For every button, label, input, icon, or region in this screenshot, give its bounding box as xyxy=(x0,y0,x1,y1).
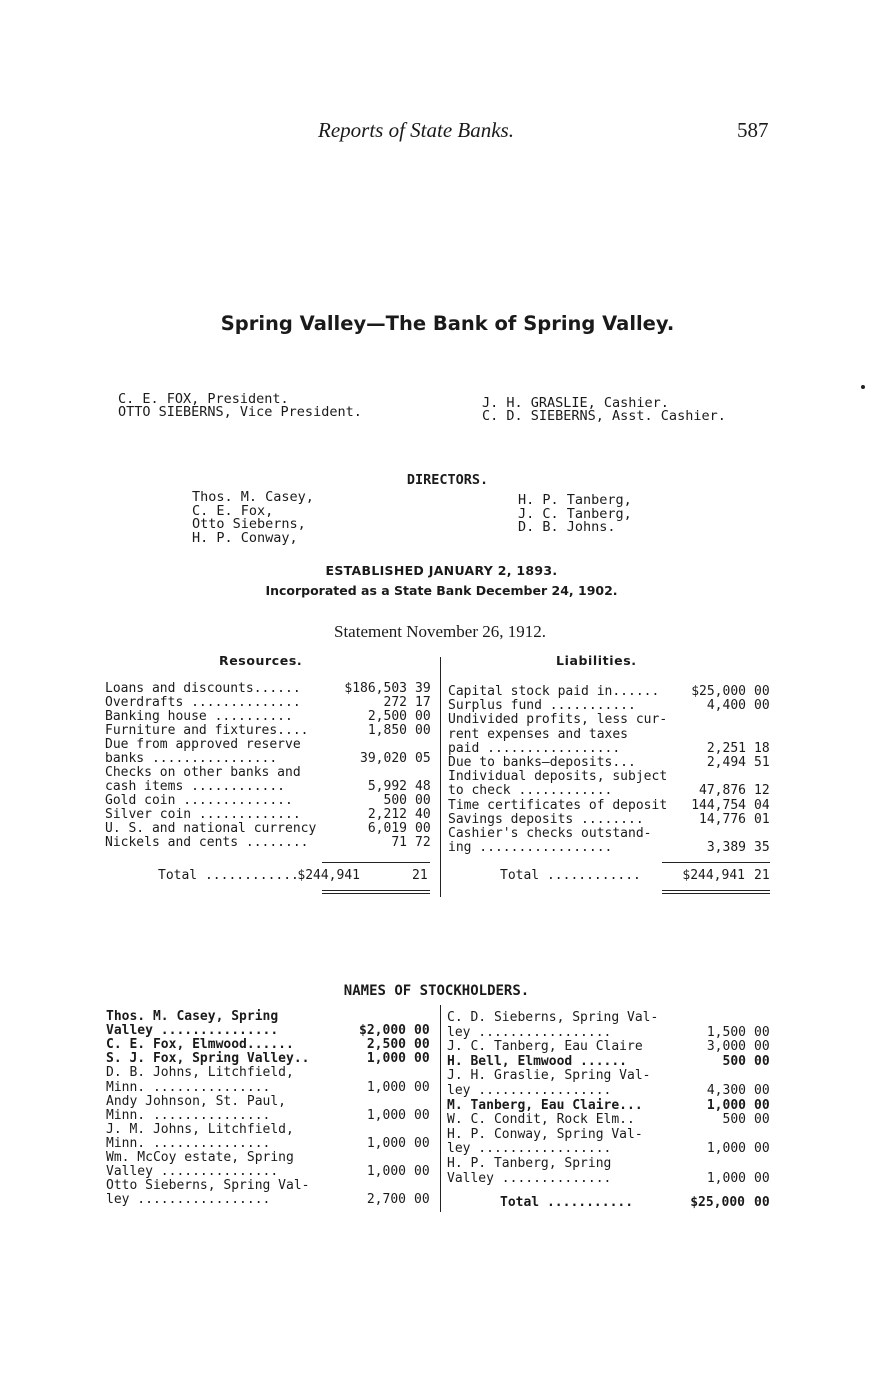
row-cents: 00 xyxy=(754,1170,770,1186)
director: H. P. Conway, xyxy=(192,529,298,546)
row-dollars: 144,754 xyxy=(691,797,746,813)
row-cents: 00 xyxy=(754,1097,770,1113)
directors-left xyxy=(192,491,314,545)
established-line: ESTABLISHED JANUARY 2, 1893. xyxy=(325,563,558,578)
stockholder-row xyxy=(447,1142,777,1156)
stockholder-row xyxy=(447,1084,777,1098)
resources-row xyxy=(105,780,435,794)
stockholder-row xyxy=(447,1157,777,1171)
total-cents: 21 xyxy=(754,868,770,883)
row-label: Minn. ............... xyxy=(106,1107,271,1123)
stockholder-row xyxy=(447,1040,777,1054)
director: H. P. Tanberg, xyxy=(518,492,632,508)
row-label: to check ............ xyxy=(448,783,613,799)
row-dollars: 71 xyxy=(391,835,407,850)
running-head-title: Reports of State Banks. xyxy=(318,118,514,142)
liabilities-row xyxy=(448,713,778,727)
row-label: Silver coin ............. xyxy=(105,807,301,822)
row-label: Minn. ............... xyxy=(106,1079,271,1095)
resources-row xyxy=(105,724,435,738)
stockholder-row xyxy=(106,1179,436,1193)
row-cents: 00 xyxy=(414,1023,430,1039)
stockholder-row xyxy=(447,1099,777,1113)
row-label: Due from approved reserve xyxy=(105,737,301,752)
officer-vice-president: OTTO SIEBERNS, Vice President. xyxy=(118,404,362,420)
row-cents: 00 xyxy=(414,1192,430,1208)
row-dollars: 4,300 xyxy=(706,1083,746,1098)
row-dollars: 1,000 xyxy=(366,1079,406,1095)
row-cents: 00 xyxy=(414,1135,430,1151)
row-cents: 00 xyxy=(754,1039,770,1055)
row-cents: 40 xyxy=(415,807,431,822)
row-cents: 00 xyxy=(414,1051,430,1067)
resources-total-double-rule xyxy=(322,893,430,894)
stockholder-row xyxy=(106,1151,436,1165)
liabilities-row xyxy=(448,799,778,813)
bank-title: Spring Valley—The Bank of Spring Valley. xyxy=(220,312,675,335)
liabilities-total-double-rule xyxy=(662,890,770,891)
row-label: Valley .............. xyxy=(447,1170,612,1186)
row-cents: 01 xyxy=(754,811,770,827)
row-cents: 00 xyxy=(754,698,770,714)
director: Otto Sieberns, xyxy=(192,516,306,532)
resources-row xyxy=(105,836,435,850)
row-label: Time certificates of deposit xyxy=(448,797,668,813)
row-cents: 17 xyxy=(415,695,431,710)
stockholder-row xyxy=(447,1055,777,1069)
row-label: Thos. M. Casey, Spring xyxy=(106,1009,279,1024)
liabilities-heading: Liabilities. xyxy=(556,653,637,668)
row-label: Gold coin .............. xyxy=(105,793,293,808)
total-dollars: $244,941 xyxy=(297,868,360,883)
row-dollars: 500 xyxy=(383,793,407,808)
row-label: Valley ............... xyxy=(106,1164,279,1180)
row-label: banks ................ xyxy=(105,751,278,766)
resources-row xyxy=(105,710,435,724)
resources-total-row xyxy=(158,869,438,883)
stockholder-row xyxy=(106,1010,436,1024)
officer-cashier: J. H. GRASLIE, Cashier. xyxy=(482,395,669,411)
row-cents: 00 xyxy=(754,1024,770,1040)
row-dollars: 14,776 xyxy=(699,811,746,827)
stockholder-row xyxy=(447,1128,777,1142)
row-cents: 39 xyxy=(415,681,431,696)
row-cents: 00 xyxy=(414,1107,430,1123)
stockholder-row xyxy=(106,1066,436,1080)
row-label: Checks on other banks and xyxy=(105,765,301,780)
officers-right xyxy=(482,397,726,423)
row-dollars: $2,000 xyxy=(359,1023,406,1039)
row-cents: 05 xyxy=(415,751,431,766)
resources-row xyxy=(105,752,435,766)
row-label: J. C. Tanberg, Eau Claire xyxy=(447,1039,643,1055)
row-label: rent expenses and taxes xyxy=(448,726,629,742)
row-cents: 48 xyxy=(415,779,431,794)
column-divider xyxy=(440,657,441,897)
liabilities-total-row xyxy=(500,869,780,883)
row-cents: 00 xyxy=(415,793,431,808)
liabilities-row xyxy=(448,770,778,784)
stockholder-row xyxy=(447,1026,777,1040)
row-label: Furniture and fixtures.... xyxy=(105,723,309,738)
stockholder-row xyxy=(106,1081,436,1095)
total-dollars: $244,941 xyxy=(682,868,745,883)
row-label: ing ................. xyxy=(448,840,613,856)
directors-right xyxy=(518,494,632,535)
stockholder-row xyxy=(106,1193,436,1207)
row-label: W. C. Condit, Rock Elm.. xyxy=(447,1112,635,1128)
resources-total-double-rule xyxy=(322,890,430,891)
resources-total-rule xyxy=(322,862,430,863)
row-label: Minn. ............... xyxy=(106,1135,271,1151)
row-cents: 35 xyxy=(754,840,770,856)
row-label: ley ................. xyxy=(447,1141,612,1157)
row-label: paid ................. xyxy=(448,740,621,756)
running-head xyxy=(0,118,895,148)
liabilities-row xyxy=(448,756,778,770)
row-label: Overdrafts .............. xyxy=(105,695,301,710)
row-cents: 00 xyxy=(414,1037,430,1053)
row-cents: 00 xyxy=(754,684,770,699)
row-label: ley ................. xyxy=(447,1024,612,1040)
director: C. E. Fox, xyxy=(192,502,274,519)
row-cents: 04 xyxy=(754,797,770,813)
row-dollars: 2,700 xyxy=(366,1192,406,1208)
resources-row xyxy=(105,822,435,836)
row-dollars: $186,503 xyxy=(344,681,407,696)
row-cents: 00 xyxy=(414,1079,430,1095)
row-label: ley ................. xyxy=(106,1192,271,1208)
row-label: M. Tanberg, Eau Claire... xyxy=(447,1097,643,1113)
row-cents: 12 xyxy=(754,783,770,799)
row-dollars: 2,212 xyxy=(367,807,407,822)
resources-row xyxy=(105,794,435,808)
row-dollars: 4,400 xyxy=(706,698,746,714)
row-label: ley ................. xyxy=(447,1083,612,1098)
stockholder-row xyxy=(106,1123,436,1137)
row-label: Due to banks—deposits... xyxy=(448,755,636,770)
row-dollars: 500 xyxy=(722,1053,746,1069)
liabilities-row xyxy=(448,827,778,841)
row-cents: 00 xyxy=(754,1141,770,1157)
stockholder-row xyxy=(106,1137,436,1151)
row-dollars: 2,500 xyxy=(366,1037,406,1053)
liabilities-row xyxy=(448,784,778,798)
director: D. B. Johns. xyxy=(518,519,616,535)
row-dollars: 1,000 xyxy=(706,1170,746,1186)
stockholder-row xyxy=(447,1011,777,1025)
row-cents: 00 xyxy=(415,723,431,738)
officers-left xyxy=(118,393,362,419)
resources-row xyxy=(105,808,435,822)
row-label: Undivided profits, less cur- xyxy=(448,712,668,728)
stockholder-row xyxy=(106,1038,436,1052)
stockholders-divider xyxy=(440,1005,441,1212)
stockholders-total-row xyxy=(500,1196,780,1210)
row-label: J. H. Graslie, Spring Val- xyxy=(447,1068,651,1084)
row-label: cash items ............ xyxy=(105,779,286,794)
row-label: Individual deposits, subject xyxy=(448,769,668,785)
stockholder-row xyxy=(106,1109,436,1123)
row-label: Savings deposits ........ xyxy=(448,811,644,827)
row-cents: 00 xyxy=(754,1112,770,1128)
row-label: Wm. McCoy estate, Spring xyxy=(106,1150,294,1165)
row-dollars: 2,251 xyxy=(706,740,746,756)
row-dollars: 1,000 xyxy=(366,1107,406,1123)
liabilities-row xyxy=(448,685,778,699)
row-dollars: 5,992 xyxy=(367,779,407,794)
total-label: Total ............ xyxy=(158,868,299,883)
row-label: U. S. and national currency xyxy=(105,821,317,836)
officer-asst-cashier: C. D. SIEBERNS, Asst. Cashier. xyxy=(482,408,726,424)
row-dollars: 1,000 xyxy=(706,1097,746,1113)
row-cents: 00 xyxy=(415,821,431,836)
row-dollars: 39,020 xyxy=(360,751,407,766)
row-label: Valley ............... xyxy=(106,1023,279,1039)
row-dollars: 1,500 xyxy=(706,1024,746,1040)
total-cents: 00 xyxy=(754,1195,770,1210)
stockholder-row xyxy=(106,1095,436,1109)
row-dollars: 1,000 xyxy=(366,1051,406,1067)
row-label: H. P. Tanberg, Spring xyxy=(447,1156,612,1171)
row-dollars: 1,000 xyxy=(706,1141,746,1157)
row-cents: 00 xyxy=(414,1164,430,1180)
stockholder-row xyxy=(447,1069,777,1083)
row-label: Loans and discounts...... xyxy=(105,681,301,696)
row-label: D. B. Johns, Litchfield, xyxy=(106,1065,294,1081)
row-label: Surplus fund ........... xyxy=(448,698,636,714)
row-label: Andy Johnson, St. Paul, xyxy=(106,1093,287,1109)
total-dollars: $25,000 xyxy=(690,1195,745,1210)
row-label: Otto Sieberns, Spring Val- xyxy=(106,1178,310,1194)
row-label: S. J. Fox, Spring Valley.. xyxy=(106,1051,310,1067)
liabilities-total-rule xyxy=(662,862,770,863)
row-dollars: 6,019 xyxy=(367,821,407,836)
total-label: Total ............ xyxy=(500,868,641,883)
row-label: Cashier's checks outstand- xyxy=(448,826,652,841)
liabilities-row xyxy=(448,813,778,827)
stockholder-row xyxy=(447,1172,777,1186)
officer-president: C. E. FOX, President. xyxy=(118,391,289,407)
stockholder-row xyxy=(447,1113,777,1127)
page-number: 587 xyxy=(737,118,769,142)
total-cents: 21 xyxy=(412,868,428,883)
liabilities-row xyxy=(448,728,778,742)
liabilities-row xyxy=(448,699,778,713)
row-label: Capital stock paid in...... xyxy=(448,684,660,699)
row-label: Banking house .......... xyxy=(105,709,293,724)
row-dollars: 2,500 xyxy=(367,709,407,724)
row-cents: 51 xyxy=(754,755,770,770)
row-cents: 00 xyxy=(754,1053,770,1069)
resources-row xyxy=(105,682,435,696)
director: J. C. Tanberg, xyxy=(518,505,632,522)
stockholder-row xyxy=(106,1024,436,1038)
row-dollars: $25,000 xyxy=(691,684,746,699)
liabilities-total-double-rule xyxy=(662,893,770,894)
director: Thos. M. Casey, xyxy=(192,489,314,505)
row-dollars: 2,494 xyxy=(706,755,746,770)
margin-mark xyxy=(861,385,865,389)
row-dollars: 500 xyxy=(722,1112,746,1128)
stockholder-row xyxy=(106,1165,436,1179)
row-dollars: 272 xyxy=(383,695,407,710)
incorporated-line: Incorporated as a State Bank December 24, 1902. xyxy=(265,583,618,598)
stockholders-title: NAMES OF STOCKHOLDERS. xyxy=(343,983,530,999)
row-dollars: 1,850 xyxy=(367,723,407,738)
row-label: Nickels and cents ........ xyxy=(105,835,309,850)
resources-row xyxy=(105,766,435,780)
row-dollars: 47,876 xyxy=(699,783,746,799)
row-label: J. M. Johns, Litchfield, xyxy=(106,1121,294,1137)
row-label: H. Bell, Elmwood ...... xyxy=(447,1053,628,1069)
row-dollars: 1,000 xyxy=(366,1135,406,1151)
statement-date: Statement November 26, 1912. xyxy=(334,622,546,641)
total-label: Total ........... xyxy=(500,1195,634,1210)
row-dollars: 3,389 xyxy=(706,840,746,856)
resources-row xyxy=(105,696,435,710)
row-cents: 18 xyxy=(754,740,770,756)
liabilities-row xyxy=(448,841,778,855)
row-dollars: 3,000 xyxy=(706,1039,746,1055)
row-label: H. P. Conway, Spring Val- xyxy=(447,1126,643,1142)
row-label: C. E. Fox, Elmwood...... xyxy=(106,1037,294,1053)
row-cents: 72 xyxy=(415,835,431,850)
stockholder-row xyxy=(106,1052,436,1066)
resources-row xyxy=(105,738,435,752)
row-dollars: 1,000 xyxy=(366,1164,406,1180)
liabilities-row xyxy=(448,742,778,756)
resources-heading: Resources. xyxy=(219,653,303,668)
row-cents: 00 xyxy=(415,709,431,724)
row-cents: 00 xyxy=(754,1083,770,1098)
directors-title: DIRECTORS. xyxy=(406,472,489,488)
row-label: C. D. Sieberns, Spring Val- xyxy=(447,1010,659,1025)
